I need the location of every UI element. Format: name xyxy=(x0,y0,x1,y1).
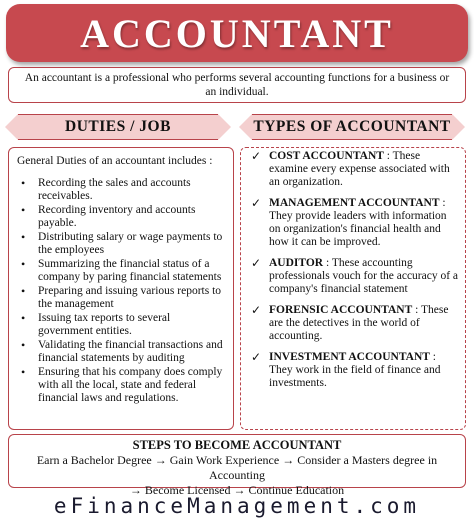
duties-panel xyxy=(8,147,234,430)
type-name: AUDITOR xyxy=(269,257,324,269)
type-desc: : They provide leaders with information on organization's financial health and how it can be improved. xyxy=(269,197,447,248)
type-name: FORENSIC ACCOUNTANT xyxy=(269,304,413,316)
type-name: MANAGEMENT ACCOUNTANT xyxy=(269,197,440,209)
type-item xyxy=(249,257,459,296)
type-desc: : These examine every expense associated with an organization. xyxy=(269,150,450,188)
type-item xyxy=(249,150,459,189)
type-name: COST ACCOUNTANT xyxy=(269,150,384,162)
check-icon: ✓ xyxy=(251,196,262,210)
type-desc: : These accounting professionals vouch for the accuracy of a company's financial statement xyxy=(269,257,459,295)
types-panel xyxy=(240,147,466,430)
steps-title: STEPS TO BECOME ACCOUNTANT xyxy=(132,438,342,452)
duty-item: • Recording inventory and accounts payable. xyxy=(17,204,225,230)
duties-intro: General Duties of an accountant includes : xyxy=(17,155,213,167)
duty-list xyxy=(17,177,225,405)
check-icon: ✓ xyxy=(251,350,262,364)
duty-item: • Issuing tax reports to several government entities. xyxy=(17,312,225,338)
check-icon: ✓ xyxy=(251,149,262,163)
duty-item: • Validating the financial transactions and financial statements by auditing xyxy=(17,339,225,365)
title-banner xyxy=(6,4,468,62)
steps-line-2: → Become Licensed → Continue Education xyxy=(129,483,345,497)
steps-line-1: Earn a Bachelor Degree → Gain Work Experience → Consider a Masters degree in Accounting xyxy=(36,453,438,482)
duty-item: • Preparing and issuing various reports to the management xyxy=(17,285,225,311)
intro-text: An accountant is a professional who performs several accounting functions for a business or an individual. xyxy=(8,67,466,103)
check-icon: ✓ xyxy=(251,303,262,317)
type-list xyxy=(249,150,459,390)
duty-item: • Distributing salary or wage payments to the employees xyxy=(17,231,225,257)
footer-brand: eFinanceManagement.com xyxy=(53,494,421,518)
type-desc: : They work in the field of finance and investments. xyxy=(269,351,441,389)
type-item xyxy=(249,351,459,390)
type-name: INVESTMENT ACCOUNTANT xyxy=(269,351,430,363)
page-title: ACCOUNTANT xyxy=(80,10,394,56)
steps-box xyxy=(8,434,466,497)
check-icon: ✓ xyxy=(251,256,262,270)
duties-header: DUTIES / JOB xyxy=(18,114,218,140)
types-header: TYPES OF ACCOUNTANT xyxy=(252,114,452,140)
duty-item: • Recording the sales and accounts receivables. xyxy=(17,177,225,203)
duty-item: • Ensuring that his company does comply with all the local, state and federal financial laws and regulations. xyxy=(17,366,225,405)
type-desc: : These are the detectives in the world of accounting. xyxy=(269,304,449,342)
duty-item: • Summarizing the financial status of a company by paring financial statements xyxy=(17,258,225,284)
type-item xyxy=(249,197,459,249)
type-item xyxy=(249,304,459,343)
